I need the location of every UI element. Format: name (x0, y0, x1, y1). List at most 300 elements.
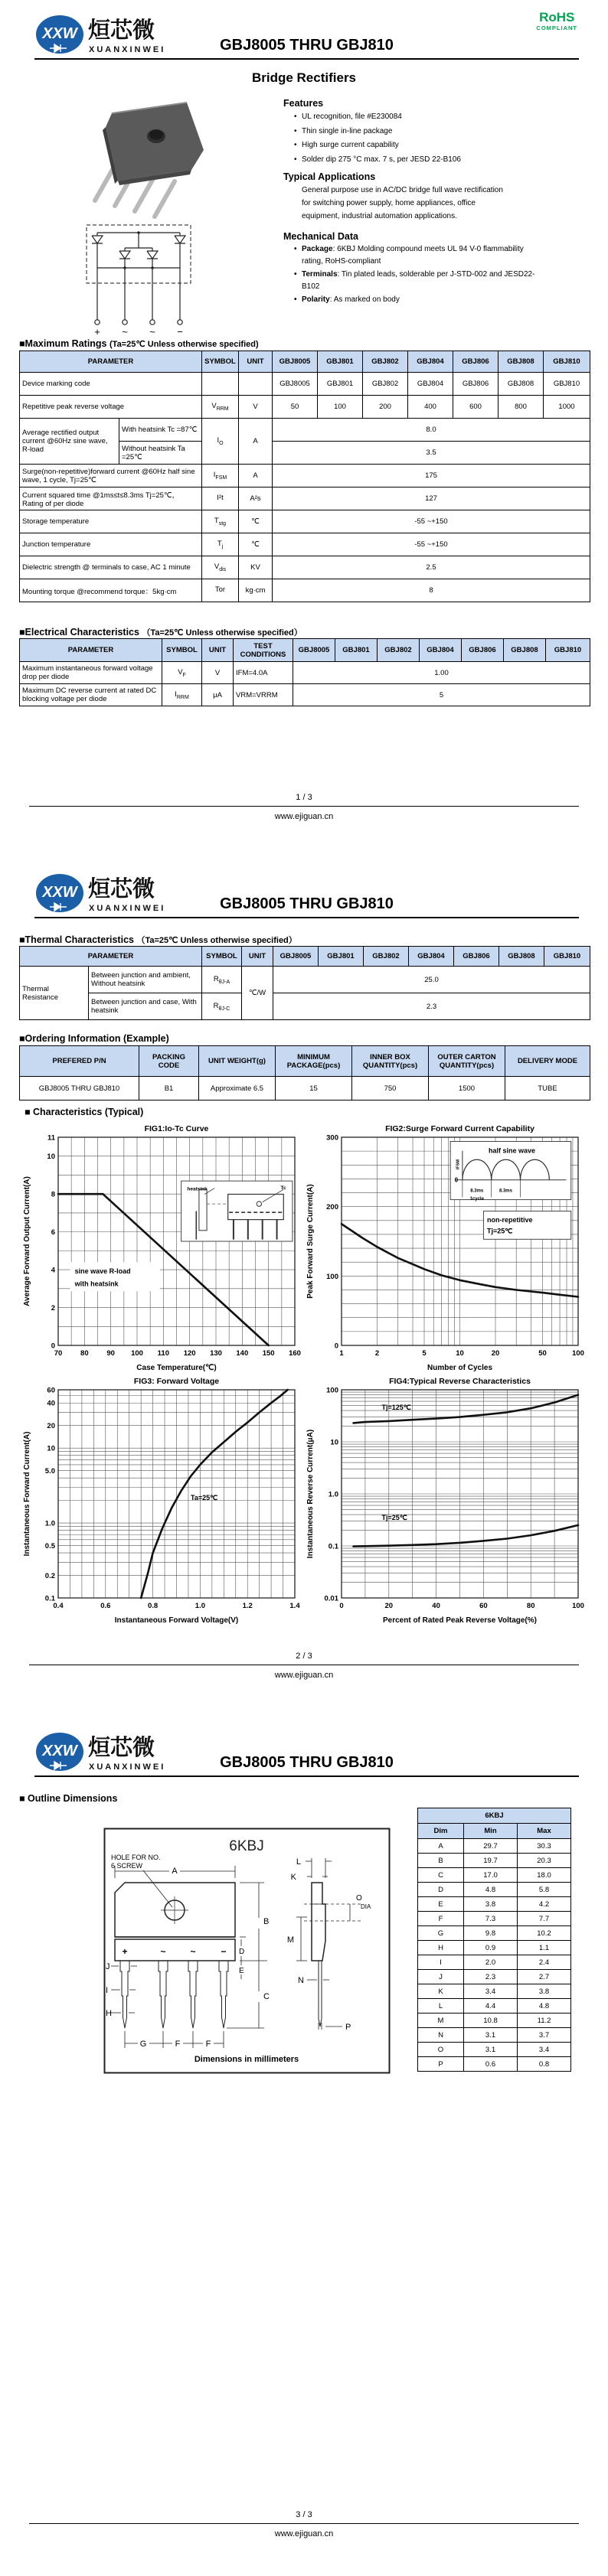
fig4-reverse-characteristics (303, 1374, 588, 1627)
symbol-cell: $I_O$ (202, 419, 239, 465)
table-cell: 18.0 (518, 1868, 571, 1883)
terminal-minus-label: − (177, 326, 183, 337)
param-cell: Storage temperature (20, 510, 202, 533)
logo-abbr: XXW (42, 25, 77, 42)
col-symbol: SYMBOL (202, 351, 239, 373)
table-row (20, 510, 590, 533)
svg-text:Tj=125℃: Tj=125℃ (381, 1403, 411, 1411)
table-row (418, 1941, 571, 1955)
svg-text:1: 1 (339, 1349, 344, 1358)
feature-item: • UL recognition, file #E230084 (294, 110, 590, 125)
svg-text:0.1: 0.1 (328, 1542, 338, 1551)
svg-text:Instantaneous Reverse Current(: Instantaneous Reverse Current(μA) (306, 1429, 315, 1559)
svg-text:200: 200 (326, 1203, 338, 1212)
symbol-cell: Tor (202, 579, 239, 602)
dim-M: M (286, 1935, 294, 1945)
table-cell: GBJ810 (544, 947, 590, 967)
table-cell: 2.4 (518, 1955, 571, 1970)
svg-text:130: 130 (210, 1349, 222, 1358)
value-cell: -55 ~+150 (273, 510, 590, 533)
dim-O: O (356, 1894, 362, 1903)
param-cell: Repetitive peak reverse voltage (20, 396, 202, 419)
svg-text:1.0: 1.0 (328, 1490, 338, 1499)
applications-title: Typical Applications (283, 171, 376, 182)
page-number: 2 / 3 (296, 1652, 312, 1661)
table-header-row (20, 947, 590, 967)
dim-N: N (298, 1976, 304, 1985)
value-cell: 3.5 (273, 442, 590, 465)
svg-text:1.0: 1.0 (194, 1602, 206, 1610)
max-ratings-title: ■Maximum Ratings (Ta=25℃ Unless otherwise specified) (19, 338, 259, 349)
table-row (418, 1926, 571, 1941)
dim-C: C (263, 1992, 270, 2001)
dim-B: B (263, 1917, 270, 1926)
table-cell: F (418, 1912, 464, 1926)
applications-text: equipment, industrial automation applications. (302, 212, 457, 220)
svg-text:8: 8 (51, 1190, 55, 1199)
svg-text:60: 60 (479, 1602, 488, 1610)
dim-G: G (139, 2040, 147, 2049)
svg-text:100: 100 (131, 1349, 143, 1358)
symbol-cell: $V_{dis}$ (202, 556, 239, 579)
table-row (418, 1839, 571, 1854)
table-row (20, 487, 590, 510)
dim-table-body (418, 1839, 571, 2072)
svg-text:Tj=25℃: Tj=25℃ (381, 1514, 407, 1521)
table-cell: 11.2 (518, 2014, 571, 2028)
table-cell: 2.3 (464, 1970, 518, 1984)
table-cell: J (418, 1970, 464, 1984)
thermal-title: ■Thermal Characteristics （Ta=25℃ Unless otherwise specified） (19, 934, 297, 945)
pin-minus-mark: − (221, 1946, 227, 1957)
features-title: Features (283, 98, 324, 109)
svg-text:80: 80 (80, 1349, 89, 1358)
table-row (418, 2043, 571, 2057)
table-cell: 800 (498, 396, 544, 419)
table-cell: 29.7 (464, 1839, 518, 1854)
ordering-title: ■Ordering Information (Example) (19, 1033, 169, 1044)
terminal-plus-label: + (94, 326, 100, 337)
table-row (418, 1984, 571, 1999)
table-cell: 4.8 (464, 1883, 518, 1897)
table-cell: GBJ804 (420, 639, 462, 662)
table-cell: GBJ808 (498, 373, 544, 396)
svg-text:Number of Cycles: Number of Cycles (427, 1364, 493, 1372)
svg-text:40: 40 (47, 1399, 55, 1408)
table-row (20, 579, 590, 602)
svg-text:140: 140 (236, 1349, 249, 1358)
table-cell: MINIMUM PACKAGE(pcs) (276, 1046, 352, 1077)
unit-cell: A (239, 419, 273, 465)
svg-text:10: 10 (456, 1349, 464, 1358)
table-row (20, 556, 590, 579)
param-cell: Surge(non-repetitive)forward current @60Hz half sine wave, 1 cycle, Tj=25℃ (20, 465, 202, 487)
table-cell: 1000 (544, 396, 590, 419)
dim-F: F (175, 2040, 181, 2049)
table-cell: GBJ802 (363, 373, 408, 396)
electrical-title: ■Electrical Characteristics （Ta=25℃ Unless otherwise specified） (19, 627, 302, 637)
dim-A: A (172, 1867, 178, 1876)
table-cell: GBJ806 (454, 947, 499, 967)
svg-text:60: 60 (47, 1386, 55, 1395)
table-cell: UNIT WEIGHT(g) (199, 1046, 276, 1077)
footer-divider (29, 2523, 579, 2524)
svg-text:non-repetitive: non-repetitive (487, 1215, 533, 1224)
outline-drawing (103, 1828, 391, 2074)
col-test-conditions: TEST CONDITIONS (234, 639, 293, 662)
table-cell: 0.8 (518, 2057, 571, 2072)
brand-logo (34, 871, 211, 915)
applications-text: for switching power supply, home appliances, office (302, 199, 476, 207)
unit-cell: V (202, 662, 234, 684)
table-cell: GBJ810 (544, 351, 590, 373)
table-cell: GBJ806 (462, 639, 504, 662)
table-row (418, 2057, 571, 2072)
value-cell: 175 (273, 465, 590, 487)
param-cell: Junction temperature (20, 533, 202, 556)
table-header-row (418, 1824, 571, 1839)
unit-cell: ℃ (239, 510, 273, 533)
param-cell: Current squared time @1ms≤t≤8.3ms Tj=25℃，Rating of per diode (20, 487, 202, 510)
svg-text:5: 5 (422, 1349, 427, 1358)
page-3 (0, 1717, 608, 2576)
table-cell: GBJ808 (499, 947, 544, 967)
svg-text:10: 10 (47, 1153, 55, 1162)
table-cell: GBJ808 (498, 351, 544, 373)
col-parameter: PARAMETER (20, 947, 202, 967)
col-parameter: PARAMETER (20, 639, 162, 662)
svg-text:0.6: 0.6 (100, 1602, 111, 1610)
svg-text:1.4: 1.4 (289, 1602, 300, 1610)
svg-text:120: 120 (183, 1349, 196, 1358)
param-cell: Maximum instantaneous forward voltage drop per diode (20, 662, 162, 684)
table-cell: 10.8 (464, 2014, 518, 2028)
brand-name-en: XUANXINWEI (89, 904, 166, 913)
table-cell: 1500 (429, 1077, 505, 1101)
page-header (34, 871, 579, 918)
dimension-lines (111, 1866, 270, 2048)
page-footer (29, 2510, 579, 2539)
svg-text:100: 100 (326, 1386, 338, 1395)
page-footer (29, 1652, 579, 1680)
fig3-forward-voltage (20, 1374, 305, 1627)
symbol-cell: $R_{\theta J-C}$ (202, 993, 242, 1020)
table-cell: P (418, 2057, 464, 2072)
mechanical-item: • Package: 6KBJ Molding compound meets UL 94 V-0 flammability rating, RoHS-compliant (294, 243, 547, 267)
table-cell: 3.4 (464, 1984, 518, 1999)
table-cell: 1.1 (518, 1941, 571, 1955)
svg-text:100: 100 (572, 1602, 584, 1610)
svg-text:Tj=25℃: Tj=25℃ (487, 1227, 513, 1235)
symbol-cell: $T_{stg}$ (202, 510, 239, 533)
svg-text:10: 10 (330, 1438, 338, 1447)
table-cell: GBJ810 (544, 373, 590, 396)
features-section (283, 98, 590, 167)
side-view-body (312, 1883, 325, 1961)
svg-text:20: 20 (384, 1602, 394, 1610)
value-cell: 5 (293, 684, 590, 706)
table-cell: E (418, 1897, 464, 1912)
table-cell: OUTER CARTON QUANTITY(pcs) (429, 1046, 505, 1077)
table-cell: GBJ8005 (273, 373, 318, 396)
table-cell: G (418, 1926, 464, 1941)
table-row (20, 1077, 590, 1101)
unit-cell: μA (202, 684, 234, 706)
table-row (20, 533, 590, 556)
symbol-cell: $V_F$ (162, 662, 202, 684)
hole-note: 6 SCREW (111, 1862, 143, 1870)
table-cell: GBJ801 (318, 351, 363, 373)
website-link[interactable]: www.ejiguan.cn (274, 812, 334, 821)
table-cell: TUBE (505, 1077, 590, 1101)
table-cell: 3.8 (464, 1897, 518, 1912)
table-cell: 19.7 (464, 1854, 518, 1868)
svg-text:40: 40 (432, 1602, 440, 1610)
table-cell: L (418, 1999, 464, 2014)
product-title: Bridge Rectifiers (251, 70, 357, 85)
characteristics-title: ■ Characteristics (Typical) (25, 1107, 144, 1117)
table-cell: 400 (408, 396, 453, 419)
table-cell: 7.3 (464, 1912, 518, 1926)
table-cell: K (418, 1984, 464, 1999)
table-header-row (20, 639, 590, 662)
outline-caption: Dimensions in millimeters (194, 2055, 299, 2064)
value-cell: 2.3 (273, 993, 590, 1020)
table-cell: 7.7 (518, 1912, 571, 1926)
unit-cell: ℃ (239, 533, 273, 556)
svg-text:FIG1:Io-Tc Curve: FIG1:Io-Tc Curve (144, 1124, 209, 1133)
svg-text:0: 0 (51, 1342, 55, 1351)
logo-abbr: XXW (42, 1743, 77, 1759)
value-cell: -55 ~+150 (273, 533, 590, 556)
table-row (20, 419, 590, 442)
package-3d-image (75, 96, 217, 220)
svg-text:Instantaneous Forward Current(: Instantaneous Forward Current(A) (23, 1431, 31, 1557)
table-cell: GBJ810 (546, 639, 590, 662)
dim-DIA: DIA (361, 1903, 371, 1910)
table-cell: GBJ806 (453, 351, 498, 373)
table-row (418, 2028, 571, 2043)
svg-text:1cycle: 1cycle (469, 1197, 484, 1202)
svg-text:110: 110 (157, 1349, 169, 1358)
table-row (20, 465, 590, 487)
feature-item: • High surge current capability (294, 139, 590, 153)
table-cell: GBJ804 (408, 351, 453, 373)
svg-text:Average Forward Output Current: Average Forward Output Current(A) (23, 1176, 31, 1306)
table-cell: 17.0 (464, 1868, 518, 1883)
svg-text:2: 2 (374, 1349, 380, 1358)
value-cell: 25.0 (273, 967, 590, 993)
brand-name-en: XUANXINWEI (89, 45, 166, 54)
website-link[interactable]: www.ejiguan.cn (274, 1671, 334, 1680)
unit-cell: A²s (239, 487, 273, 510)
svg-text:80: 80 (526, 1602, 535, 1610)
table-cell: GBJ801 (319, 947, 364, 967)
package-pins (120, 1961, 228, 2028)
footer-divider (29, 806, 579, 807)
table-row (418, 1970, 571, 1984)
max-ratings-table (19, 351, 590, 602)
dim-D: D (239, 1948, 245, 1956)
electrical-table (19, 638, 590, 706)
table-cell: GBJ802 (364, 947, 409, 967)
page-1 (0, 0, 608, 859)
table-cell: Min (464, 1824, 518, 1839)
terminal-ac2-label: ~ (149, 326, 155, 337)
table-cell: Max (518, 1824, 571, 1839)
brand-name-en: XUANXINWEI (89, 1762, 166, 1772)
mechanical-title: Mechanical Data (283, 231, 358, 242)
brand-logo (34, 1730, 211, 1774)
svg-text:FIG3: Forward Voltage: FIG3: Forward Voltage (133, 1377, 220, 1386)
features-list (283, 110, 590, 167)
param-cell: Between junction and case, With heatsink (89, 993, 202, 1020)
svg-text:with heatsink: with heatsink (74, 1280, 119, 1288)
value-cell: 8.0 (273, 419, 590, 442)
symbol-cell: $T_j$ (202, 533, 239, 556)
table-cell: N (418, 2028, 464, 2043)
table-row (418, 1999, 571, 2014)
table-header-row (418, 1808, 571, 1824)
col-unit: UNIT (239, 351, 273, 373)
dim-K: K (290, 1873, 296, 1882)
svg-text:50: 50 (538, 1349, 547, 1358)
unit-cell: A (239, 465, 273, 487)
dim-table-title: 6KBJ (418, 1808, 571, 1824)
table-cell: GBJ8005 (293, 639, 335, 662)
rohs-badge (536, 11, 577, 31)
dim-L: L (296, 1857, 301, 1867)
page-header (34, 1730, 579, 1777)
applications-text: General purpose use in AC/DC bridge full wave rectification (302, 186, 503, 194)
unit-cell: ℃/W (242, 967, 273, 1020)
table-row (418, 1868, 571, 1883)
param-group-cell: Thermal Resistance (20, 967, 89, 1020)
svg-text:Case Temperature(℃): Case Temperature(℃) (136, 1364, 217, 1372)
symbol-cell (202, 373, 239, 396)
table-cell: GBJ801 (318, 373, 363, 396)
table-cell: 600 (453, 396, 498, 419)
svg-text:0.4: 0.4 (53, 1602, 64, 1610)
table-cell: 50 (273, 396, 318, 419)
table-cell: 3.7 (518, 2028, 571, 2043)
table-cell: B (418, 1854, 464, 1868)
table-header-row (20, 351, 590, 373)
table-row (20, 373, 590, 396)
outline-package-name: 6KBJ (229, 1838, 264, 1854)
pin-ac-mark: ~ (160, 1946, 166, 1957)
dim-H: H (106, 2009, 112, 2018)
brand-logo (34, 12, 211, 57)
page-number: 3 / 3 (296, 2510, 312, 2519)
table-cell: 0.6 (464, 2057, 518, 2072)
table-cell: I (418, 1955, 464, 1970)
table-cell: B1 (139, 1077, 199, 1101)
brand-name-zh: 烜芯微 (88, 18, 155, 43)
table-cell: 3.8 (518, 1984, 571, 1999)
mechanical-list (283, 243, 547, 306)
table-cell: H (418, 1941, 464, 1955)
pin-plus-mark: + (122, 1946, 128, 1957)
svg-text:100: 100 (326, 1272, 338, 1281)
value-cell: 127 (273, 487, 590, 510)
website-link[interactable]: www.ejiguan.cn (274, 2529, 334, 2539)
param-subcell: Without heatsink Ta =25℃ (119, 442, 202, 465)
table-cell: 2.0 (464, 1955, 518, 1970)
table-cell: GBJ804 (408, 373, 453, 396)
table-cell: GBJ802 (378, 639, 420, 662)
dim-E: E (239, 1967, 244, 1975)
page-number: 1 / 3 (296, 793, 312, 802)
table-cell: GBJ802 (363, 351, 408, 373)
svg-text:sine wave R-load: sine wave R-load (74, 1267, 131, 1276)
doc-title: GBJ8005 THRU GBJ810 (220, 895, 394, 912)
table-cell: GBJ8005 THRU GBJ810 (20, 1077, 139, 1101)
table-cell: Approximate 6.5 (199, 1077, 276, 1101)
svg-text:4: 4 (51, 1266, 55, 1275)
param-cell: Dielectric strength @ terminals to case, AC 1 minute (20, 556, 202, 579)
test-conditions-cell: VRM=VRRM (234, 684, 293, 706)
svg-text:Percent of Rated Peak Reverse: Percent of Rated Peak Reverse Voltage(%) (382, 1616, 538, 1625)
svg-text:300: 300 (326, 1133, 338, 1143)
table-cell: O (418, 2043, 464, 2057)
svg-text:1.0: 1.0 (44, 1519, 55, 1528)
svg-text:IFSM: IFSM (456, 1159, 461, 1170)
symbol-cell: $R_{\theta J-A}$ (202, 967, 242, 993)
svg-text:0.01: 0.01 (324, 1594, 338, 1603)
col-symbol: SYMBOL (162, 639, 202, 662)
svg-text:70: 70 (54, 1349, 63, 1358)
table-cell: 2.7 (518, 1970, 571, 1984)
table-cell: 3.4 (518, 2043, 571, 2057)
svg-text:Peak Forward Surge Current(A): Peak Forward Surge Current(A) (306, 1184, 315, 1299)
rohs-compliant-label: COMPLIANT (536, 24, 577, 31)
table-cell: 5.8 (518, 1883, 571, 1897)
table-cell: 750 (352, 1077, 429, 1101)
param-cell: Between junction and ambient, Without heatsink (89, 967, 202, 993)
svg-text:0: 0 (339, 1602, 344, 1610)
fig2-surge-current (303, 1122, 588, 1374)
applications-section (283, 171, 590, 223)
pin-ac-mark: ~ (190, 1946, 196, 1957)
table-cell: 9.8 (464, 1926, 518, 1941)
svg-text:FIG2:Surge Forward Current Cap: FIG2:Surge Forward Current Capability (385, 1124, 534, 1133)
dim-J: J (106, 1962, 110, 1971)
doc-title: GBJ8005 THRU GBJ810 (220, 37, 394, 54)
svg-text:Tc: Tc (280, 1185, 286, 1191)
svg-text:0.5: 0.5 (44, 1542, 55, 1551)
table-row (418, 1912, 571, 1926)
svg-text:20: 20 (47, 1422, 55, 1431)
table-row (418, 1854, 571, 1868)
svg-text:1.2: 1.2 (242, 1602, 253, 1610)
svg-text:0.8: 0.8 (147, 1602, 159, 1610)
svg-text:FIG4:Typical Reverse Character: FIG4:Typical Reverse Characteristics (389, 1377, 531, 1386)
table-row (20, 993, 590, 1020)
table-cell: 10.2 (518, 1926, 571, 1941)
svg-text:heatsink: heatsink (187, 1186, 208, 1192)
value-cell: 1.00 (293, 662, 590, 684)
test-conditions-cell: IFM=4.0A (234, 662, 293, 684)
feature-item: • Thin single in-line package (294, 125, 590, 139)
table-cell: PACKING CODE (139, 1046, 199, 1077)
svg-text:5.0: 5.0 (44, 1467, 55, 1476)
param-subcell: With heatsink Tc =87℃ (119, 419, 202, 442)
value-cell: 8 (273, 579, 590, 602)
bridge-schematic (80, 220, 197, 337)
table-cell: M (418, 2014, 464, 2028)
logo-abbr: XXW (42, 884, 77, 901)
